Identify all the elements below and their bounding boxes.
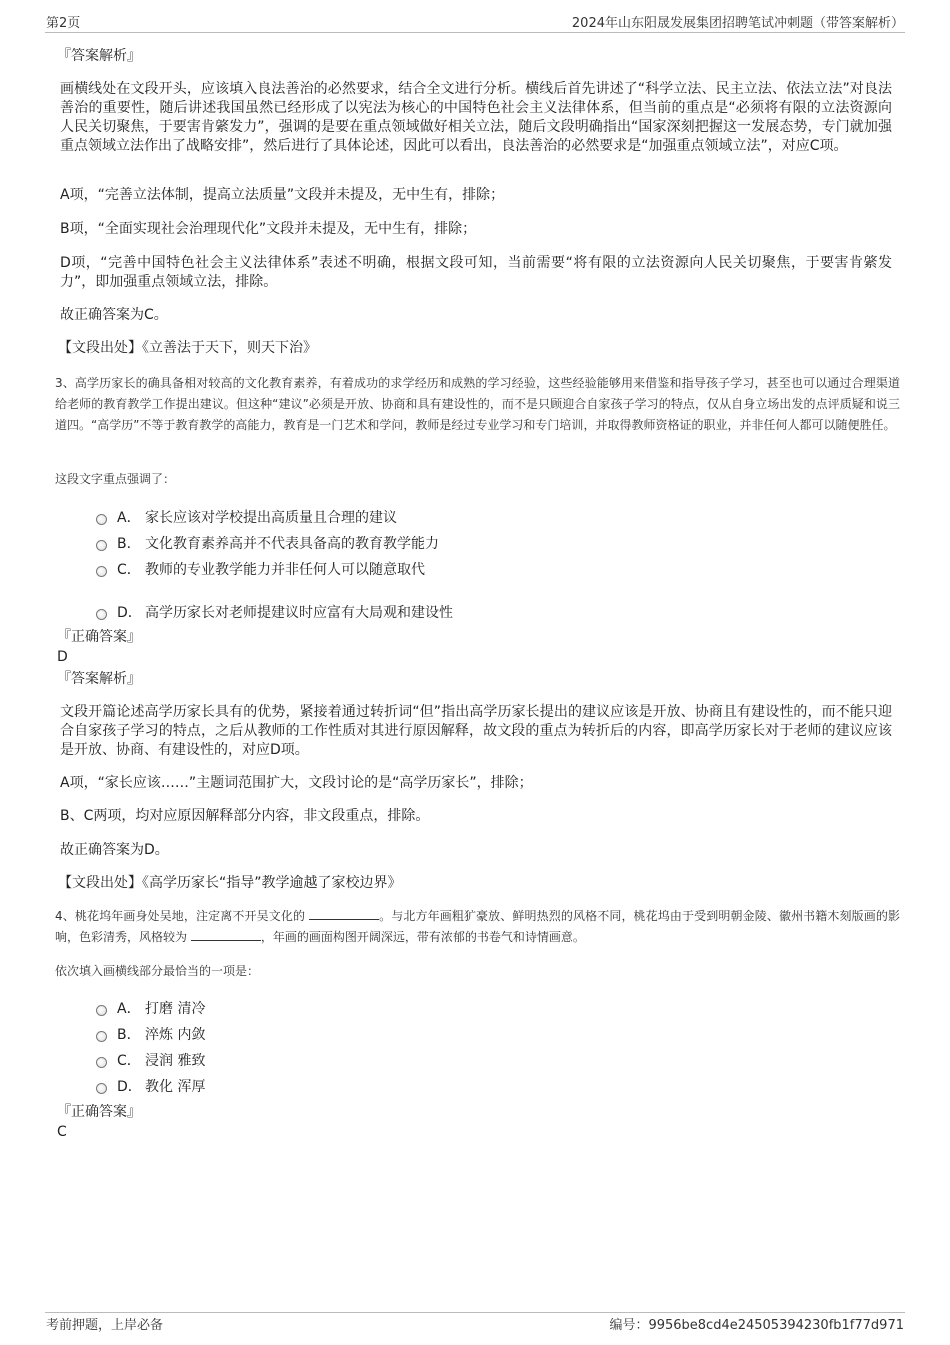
analysis-option-bc: B、C两项，均对应原因解释部分内容，非文段重点，排除。 — [60, 808, 430, 824]
correct-answer: C — [57, 1124, 67, 1140]
analysis-text: 文段开篇论述高学历家长具有的优势，紧接着通过转折词“但”指出高学历家长提出的建议应该是开放、协商且有建设性的，而不能只迎合自家孩子学习的特点，之后从教师的工作性质对其进行原因解释，故文段的重点为转折后的内容，即高学历家长对于老师的建议应该是开放、协商、有建设性的，对应D项。 — [60, 704, 892, 758]
header-divider — [45, 32, 905, 33]
question-3-prompt: 这段文字重点强调了： — [55, 472, 176, 486]
answer-label: 『正确答案』 — [57, 629, 141, 645]
radio-icon[interactable] — [96, 566, 107, 577]
q4-option-d[interactable]: D． 教化 浑厚 — [96, 1076, 205, 1096]
radio-icon[interactable] — [96, 1031, 107, 1042]
analysis-option-a: A项，“完善立法体制，提高立法质量”文段并未提及，无中生有，排除； — [60, 187, 505, 203]
document-id: 编号：9956be8cd4e24505394230fb1f77d971 — [609, 1318, 904, 1333]
answer-label: 『正确答案』 — [57, 1104, 141, 1120]
source: 【文段出处】《立善法于天下，则天下治》 — [58, 340, 317, 356]
radio-icon[interactable] — [96, 540, 107, 551]
q4-option-a[interactable]: A． 打磨 清冷 — [96, 998, 205, 1018]
blank-2 — [191, 928, 261, 941]
correct-answer: D — [57, 649, 68, 665]
q3-option-a[interactable]: A． 家长应该对学校提出高质量且合理的建议 — [96, 507, 397, 527]
blank-1 — [309, 907, 379, 920]
radio-icon[interactable] — [96, 1083, 107, 1094]
analysis-option-d: D项，“完善中国特色社会主义法律体系”表述不明确，根据文段可知，当前需要“将有限的立法资源向人民关切聚焦，于要害肯綮发力”，即加强重点领域立法，排除。 — [60, 255, 892, 290]
footer-divider — [45, 1312, 905, 1313]
radio-icon[interactable] — [96, 514, 107, 525]
analysis-option-a: A项，“家长应该……”主题词范围扩大，文段讨论的是“高学历家长”，排除； — [60, 775, 533, 791]
page-number: 第2页 — [46, 16, 81, 31]
q3-option-b[interactable]: B． 文化教育素养高并不代表具备高的教育教学能力 — [96, 533, 439, 553]
q4-option-b[interactable]: B． 淬炼 内敛 — [96, 1024, 205, 1044]
q4-option-c[interactable]: C． 浸润 雅致 — [96, 1050, 205, 1070]
source: 【文段出处】《高学历家长“指导”教学逾越了家校边界》 — [58, 875, 402, 891]
analysis-label: 『答案解析』 — [57, 48, 141, 64]
question-4-prompt: 依次填入画横线部分最恰当的一项是： — [55, 964, 260, 978]
conclusion: 故正确答案为C。 — [60, 307, 168, 323]
analysis-label: 『答案解析』 — [57, 671, 141, 687]
document-title: 2024年山东阳晟发展集团招聘笔试冲刺题（带答案解析） — [571, 16, 904, 31]
q3-option-c[interactable]: C． 教师的专业教学能力并非任何人可以随意取代 — [96, 559, 425, 579]
radio-icon[interactable] — [96, 1005, 107, 1016]
question-4-stem: 4、桃花坞年画身处吴地，注定离不开吴文化的 。与北方年画粗犷豪放、鲜明热烈的风格不同，桃花坞由于受到明朝金陵、徽州书籍木刻版画的影响，色彩清秀，风格较为 ，年画的画面构图开阔深远，带有浓郁的书卷气和诗情画意。 — [55, 909, 900, 944]
analysis-option-b: B项，“全面实现社会治理现代化”文段并未提及，无中生有，排除； — [60, 221, 477, 237]
question-3-stem: 3、高学历家长的确具备相对较高的文化教育素养，有着成功的求学经历和成熟的学习经验，这些经验能够用来借鉴和指导孩子学习，甚至也可以通过合理渠道给老师的教育教学工作提出建议。但这种“建议”必须是开放、协商和具有建设性的，而不是只顾迎合自家孩子学习的特点，仅从自身立场出发的点评质疑和说三道四。“高学历”不等于教育教学的高能力，教育是一门艺术和学问，教师是经过专业学习和专门培训，并取得教师资格证的职业，并非任何人都可以随便胜任。 — [55, 376, 900, 432]
radio-icon[interactable] — [96, 1057, 107, 1068]
conclusion: 故正确答案为D。 — [60, 842, 169, 858]
analysis-text: 画横线处在文段开头，应该填入良法善治的必然要求，结合全文进行分析。横线后首先讲述了“科学立法、民主立法、依法立法”对良法善治的重要性，随后讲述我国虽然已经形成了以宪法为核心的中国特色社会主义法律体系，但当前的重点是“必须将有限的立法资源向人民关切聚焦，于要害肯綮发力”，强调的是要在重点领域做好相关立法，随后文段明确指出“国家深刻把握这一发展态势，专门就加强重点领域立法作出了战略安排”，然后进行了具体论述，因此可以看出，良法善治的必然要求是“加强重点领域立法”，对应C项。 — [60, 81, 892, 154]
q3-option-d[interactable]: D． 高学历家长对老师提建议时应富有大局观和建设性 — [96, 602, 453, 622]
radio-icon[interactable] — [96, 609, 107, 620]
footer-slogan: 考前押题，上岸必备 — [46, 1318, 164, 1333]
